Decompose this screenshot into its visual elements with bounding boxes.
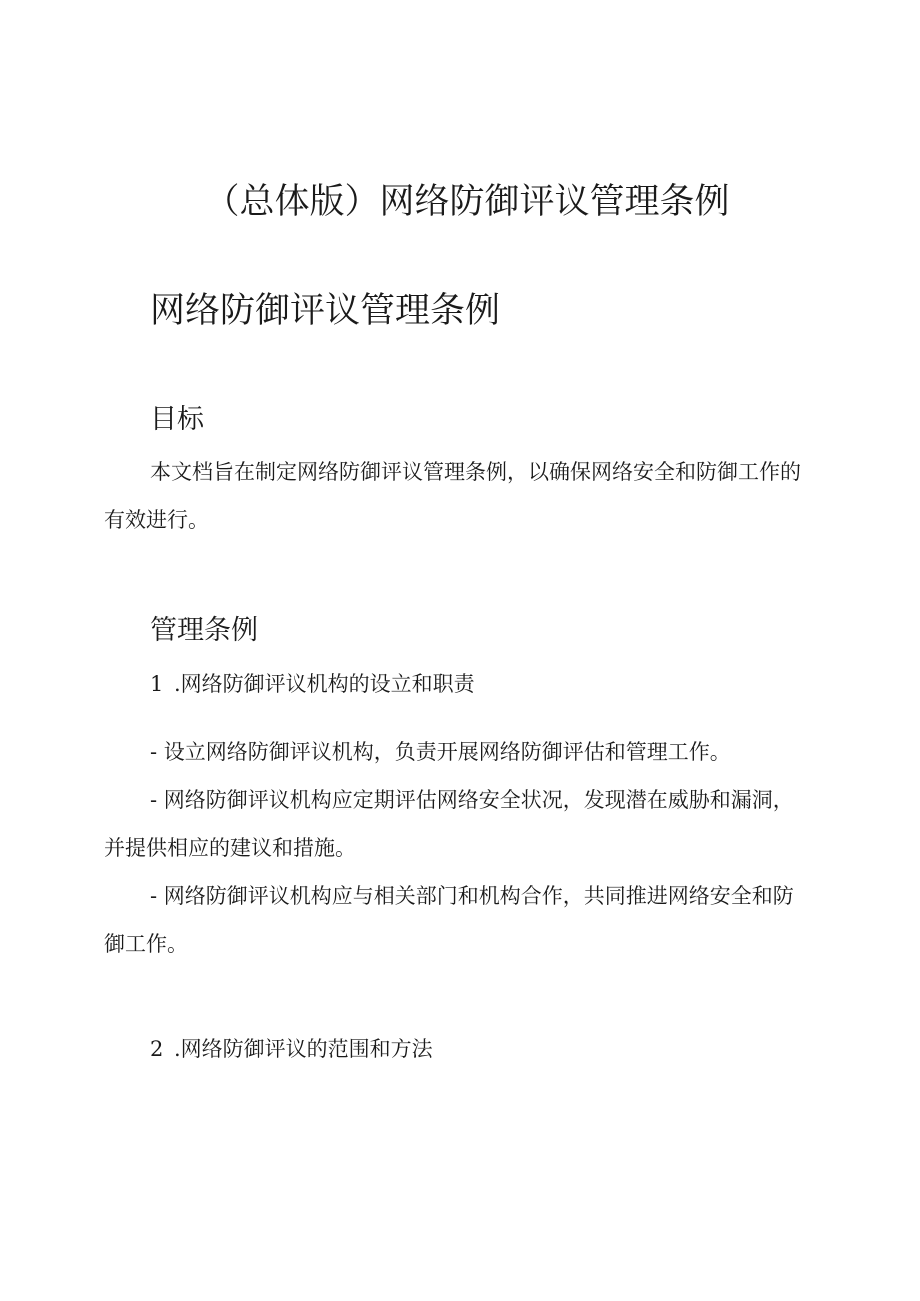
document-title: （总体版）网络防御评议管理条例 xyxy=(204,182,730,222)
goal-heading: 目标 xyxy=(150,404,204,435)
rule-item-number: 2 xyxy=(150,1037,164,1061)
rule-item-2 xyxy=(150,1029,433,1069)
rule-item-title: .网络防御评议的范围和方法 xyxy=(174,1037,433,1061)
rule-bullet: - 网络防御评议机构应定期评估网络安全状况，发现潜在威胁和漏洞，并提供相应的建议和措施。 xyxy=(104,788,794,860)
rule-item-1 xyxy=(150,664,475,704)
rule-bullet: - 设立网络防御评议机构，负责开展网络防御评估和管理工作。 xyxy=(150,740,731,764)
main-heading: 网络防御评议管理条例 xyxy=(150,291,501,331)
goal-paragraph: 本文档旨在制定网络防御评议管理条例，以确保网络安全和防御工作的有效进行。 xyxy=(104,460,801,532)
rules-heading: 管理条例 xyxy=(150,615,258,646)
rule-item-number: 1 xyxy=(150,672,164,696)
rule-bullet: - 网络防御评议机构应与相关部门和机构合作，共同推进网络安全和防御工作。 xyxy=(104,884,794,956)
rule-item-title: .网络防御评议机构的设立和职责 xyxy=(174,672,475,696)
